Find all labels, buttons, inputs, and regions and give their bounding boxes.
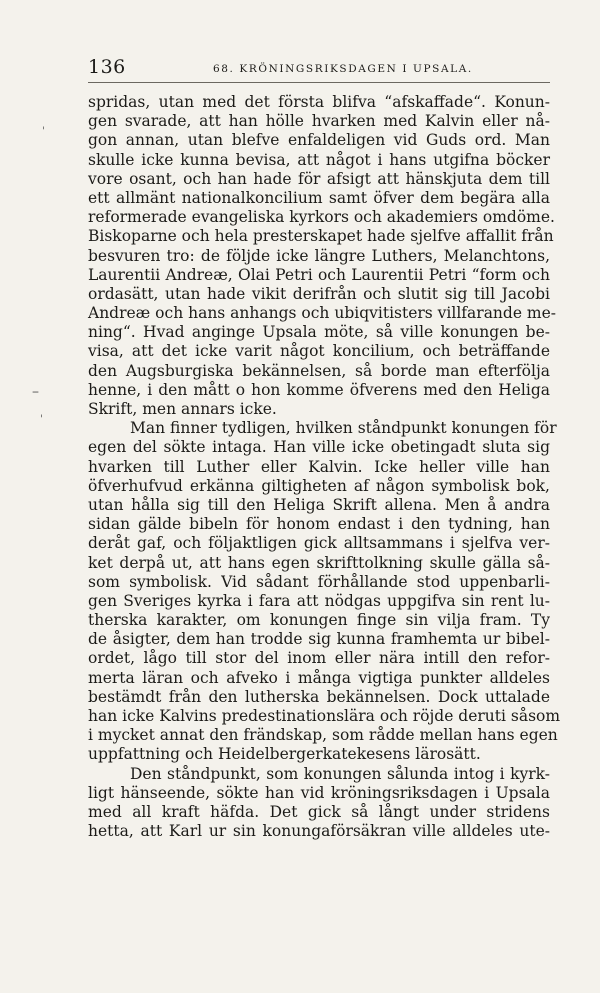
text-line: de åsigter, dem han trodde sig kunna framhemta ur bibel- (88, 630, 550, 649)
text-line: ordasätt, utan hade vikit derifrån och slutit sig till Jacobi (88, 284, 550, 303)
text-line: ligt hänseende, sökte han vid kröningsriksdagen i Upsala (88, 783, 550, 802)
text-line: deråt gaf, och följaktligen gick alltsammans i sjelfva ver- (88, 534, 550, 553)
text-line: öfverhufvud erkänna giltigheten af någon symbolisk bok, (88, 476, 550, 495)
text-line: visa, att det icke varit något koncilium, och beträffande (88, 342, 550, 361)
text-line: Skrift, men annars icke. (88, 400, 277, 418)
text-line: gen Sveriges kyrka i fara att nödgas uppgifva sin rent lu- (88, 591, 550, 610)
text-line: Andreæ och hans anhangs och ubiqvitisters villfarande me- (88, 304, 557, 323)
text-line: ett allmänt nationalkoncilium samt öfver dem begära alla (88, 188, 550, 207)
text-line: reformerade evangeliska kyrkors och akademiers omdöme. (88, 208, 555, 227)
text-line: gon annan, utan blefve enfaldeligen vid Guds ord. Man (88, 131, 550, 150)
text-line: i mycket annat den frändskap, som rådde mellan hans egen (88, 726, 558, 745)
text-line: besvuren tro: de följde icke längre Luthers, Melanchtons, (88, 246, 550, 265)
text-line: egen del sökte intaga. Han ville icke obetingadt sluta sig (88, 438, 550, 457)
text-line: henne, i den mått o hon komme öfverens med den Heliga (88, 380, 550, 399)
text-line: sidan gälde bibeln för honom endast i den tydning, han (88, 515, 550, 534)
margin-mark: ' (40, 414, 43, 425)
text-line: uppfattning och Heidelbergerkatekesens lärosätt. (88, 745, 481, 764)
text-line: vore osant, och han hade för afsigt att hänskjuta dem till (88, 169, 550, 188)
text-line: Biskoparne och hela presterskapet hade sjelfve affallit från (88, 227, 554, 246)
text-line: Man finner tydligen, hvilken ståndpunkt konungen för (130, 419, 557, 438)
text-line: ket derpå ut, att hans egen skrifttolkning skulle gälla så- (88, 553, 550, 572)
text-line: utan hålla sig till den Heliga Skrift allena. Men å andra (88, 495, 550, 514)
running-head: 68. KRÖNINGSRIKSDAGEN I UPSALA. (213, 63, 473, 75)
text-line: bestämdt från den lutherska bekännelsen. Dock uttalade (88, 687, 550, 706)
text-line: skulle icke kunna bevisa, att något i hans utgifna böcker (88, 150, 550, 169)
text-line: hetta, att Karl ur sin konungaförsäkran ville alldeles ute- (88, 822, 550, 841)
text-line: han icke Kalvins predestinationslära och röjde deruti såsom (88, 707, 561, 725)
text-line: Laurentii Andreæ, Olai Petri och Laurentii Petri “form och (88, 265, 550, 284)
page-number: 136 (88, 56, 126, 78)
text-line: ning“. Hvad anginge Upsala möte, så ville konungen be- (88, 323, 550, 342)
text-line: som symbolisk. Vid sådant förhållande stod uppenbarli- (88, 572, 550, 591)
text-line: hvarken till Luther eller Kalvin. Icke heller ville han (88, 457, 550, 476)
text-line: den Augsburgiska bekännelsen, så borde man efterfölja (88, 361, 550, 380)
text-line: merta läran och afveko i många vigtiga punkter alldeles (88, 668, 550, 687)
text-line: spridas, utan med det första blifva “afskaffade“. Konun- (88, 93, 550, 111)
header-rule (88, 82, 550, 83)
text-line: gen svarade, att han hölle hvarken med Kalvin eller nå- (88, 112, 550, 131)
body-text (88, 93, 561, 841)
text-line: ordet, lågo till stor del inom eller nära intill den refor- (88, 649, 550, 668)
text-line: med all kraft häfda. Det gick så långt under stridens (88, 802, 550, 821)
margin-dash: – (32, 384, 39, 400)
text-line: therska karakter, om konungen finge sin vilja fram. Ty (88, 611, 550, 630)
page-header (88, 56, 548, 84)
text-line: Den ståndpunkt, som konungen sålunda intog i kyrk- (130, 764, 550, 783)
margin-mark: ' (42, 126, 45, 137)
